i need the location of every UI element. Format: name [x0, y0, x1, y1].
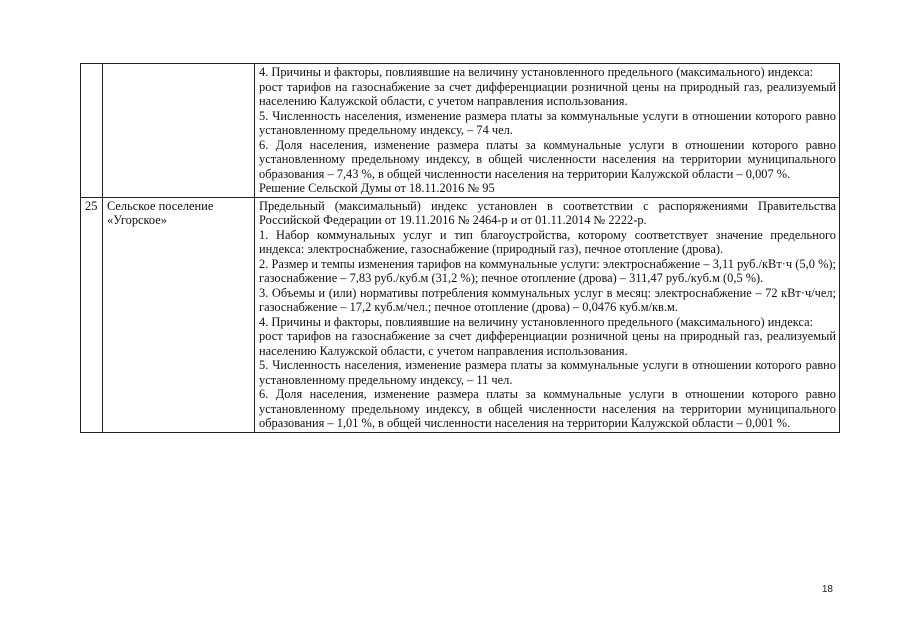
- municipality-name-cell: [103, 64, 255, 198]
- paragraph: 4. Причины и факторы, повлиявшие на величину установленного предельного (максимального) индекса:: [259, 65, 814, 79]
- paragraph: рост тарифов на газоснабжение за счет дифференциации розничной цены на природный газ, реализуемый населению Калужской области, с учетом направления использования.: [259, 79, 836, 108]
- paragraph: 4. Причины и факторы, повлиявшие на величину установленного предельного (максимального) индекса:: [259, 314, 814, 329]
- table-row: [81, 197, 840, 432]
- municipal-index-table: [80, 63, 840, 433]
- paragraph: 6. Доля населения, изменение размера платы за коммунальные услуги в отношении которого равно установленному предельному индексу, в общей численности населения на территории муниципального образования – 7,43 %, в общей численности населения на территории Калужской области – 0,007 %.: [259, 137, 836, 181]
- index-description-cell: [255, 64, 840, 198]
- page-number: 18: [821, 584, 833, 595]
- paragraph: Предельный (максимальный) индекс установлен в соответствии с распоряжениями Правительства Российской Федерации от 19.11.2016 № 2464-р и от 01.11.2014 № 2222-р.: [259, 198, 836, 227]
- paragraph: рост тарифов на газоснабжение за счет дифференциации розничной цены на природный газ, реализуемый населению Калужской области, с учетом направления использования.: [259, 329, 836, 358]
- paragraph: 5. Численность населения, изменение размера платы за коммунальные услуги в отношении которого равно установленному предельному индексу, – 74 чел.: [259, 108, 836, 137]
- row-number-cell: [81, 64, 103, 198]
- paragraph: 6. Доля населения, изменение размера платы за коммунальные услуги в отношении которого равно установленному предельному индексу, в общей численности населения на территории муниципального образования – 1,01 %, в общей численности населения на территории Калужской области – 0,001 %.: [259, 387, 836, 430]
- municipality-name-cell: Сельское поселение «Угорское»: [103, 197, 255, 432]
- paragraph: 2. Размер и темпы изменения тарифов на коммунальные услуги: электроснабжение – 3,11 руб./кВт·ч (5,0 %); газоснабжение – 7,83 руб./куб.м (31,2 %); печное отопление (дрова) – 311,47 руб./куб.м (0,5 %).: [259, 256, 836, 285]
- row-number-cell: 25: [81, 197, 103, 432]
- paragraph: Решение Сельской Думы от 18.11.2016 № 95: [259, 181, 495, 195]
- table-row: [81, 64, 840, 198]
- index-description-cell: [255, 197, 840, 432]
- paragraph: 3. Объемы и (или) нормативы потребления коммунальных услуг в месяц: электроснабжение – 72 кВт·ч/чел; газоснабжение – 17,2 куб.м/чел.; печное отопление (дрова) – 0,0476 куб.м/кв.м.: [259, 285, 836, 314]
- paragraph: 1. Набор коммунальных услуг и тип благоустройства, которому соответствует значение предельного индекса: электроснабжение, газоснабжение (природный газ), печное отопление (дрова).: [259, 227, 836, 256]
- paragraph: 5. Численность населения, изменение размера платы за коммунальные услуги в отношении которого равно установленному предельному индексу, – 11 чел.: [259, 358, 836, 387]
